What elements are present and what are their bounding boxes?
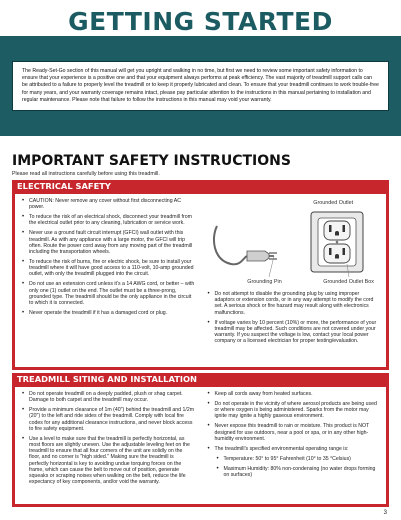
plug-outlet-illustration [207,198,379,286]
grounding-pin-label: Grounding Pin [247,279,282,285]
intro-text: The Ready-Set-Go section of this manual will get you upright and walking in no time, but first we need to review some important safety information to ensure that your experience is a positive one and that your equipment always performs at peak efficiency. The vast majority of treadmill support calls can be attributed to a failure to properly level the treadmill or to keep it properly lubricated and clean. To ensure that your treadmill continues to work trouble-free for many years, and your warranty coverage remains intact, please pay particular attention to the instructions in this manual pertaining to installation and regular maintenance. Please note that failure to follow the instructions in this manual may void your warranty. [12,61,389,111]
treadmill-siting-title: TREADMILL SITING AND INSTALLATION [17,374,197,384]
list-item: • Keep all cords away from heated surfaces. [207,391,381,397]
treadmill-siting-section [12,373,389,507]
list-item: • Do not use an extension cord unless it’s a 14 AWG cord, or better – with only one (1) outlet on the end. The outlet must be a three-prong, grounded type. The treadmill should be the only appliance in the circuit to which it is connected. [21,281,195,306]
list-item: • Never operate the treadmill if it has a damaged cord or plug. [21,310,195,316]
list-item: • Maximum Humidity: 80% non-condensing (no water drops forming on surfaces) [207,466,381,478]
page-title: GETTING STARTED [68,7,333,36]
list-item: • Provide a minimum clearance of 1m (40") behind the treadmill and 1/2m (20") to the left and ride sides of the treadmill. Comply with local fire codes for any additional clearance instructions, and never block access to fire safety equipment. [21,407,195,432]
safety-subtitle: Please read all instructions carefully before using this treadmill. [12,171,160,177]
list-item: • Do not operate treadmill on a deeply padded, plush or shag carpet. Damage to both carpet and the treadmill may occur. [21,391,195,403]
siting-left-column [15,387,201,504]
outlet-box-label: Grounded Outlet Box [323,279,374,285]
list-item: • To reduce the risk of burns, fire or electric shock, be sure to install your treadmill where it will have good access to a 110-volt, 10-amp grounded outlet, with only the treadmill plugged into the circuit. [21,259,195,278]
electrical-right-column [201,194,387,367]
list-item: • Never use a ground fault circuit interrupt (GFCI) wall outlet with this treadmill. As with any appliance with a large motor, the GFCI will trip often. Route the power cord away from any moving part of the treadmill including the transportation wheels. [21,230,195,255]
siting-right-column [201,387,387,504]
list-item: • Use a level to make sure that the treadmill is perfectly horizontal, as most floors are slightly uneven. Use the adjustable leveling feet on the treadmill to ensure that all four corners of the unit are solidly on the floor, and no corner is "high sided." Making sure the treadmill is perfectly horizontal is key to avoiding undue torquing forces on the frame, which can cause the belt to move out of position, generate squeaks or scraping noises when walking on the belt, reduce the life expectancy of key components, and/or void the warranty. [21,436,195,486]
page-number: 3 [383,510,387,516]
list-item: • Do not operate in the vicinity of where aerosol products are being used or where oxygen is being administered. Sparks from the motor may ignite may ignite a highly gaseous environment. [207,401,381,420]
electrical-left-column [15,194,201,367]
list-item: • Temperature: 50° to 95° Fahrenheit (10° to 35 °Celsius) [207,456,381,462]
list-item: • Never expose this treadmill to rain or moisture. This product is NOT designed for use outdoors, near a pool or spa, or in any other high-humidity environment. [207,423,381,442]
list-item: • If voltage varies by 10 percent (10%) or more, the performance of your treadmill may be affected. Such conditions are not covered under your warranty. If you suspect the voltage is low, contact your local power company or a licensed electrician for proper testing/evaluation. [207,320,381,345]
list-item: • CAUTION: Never remove any cover without first disconnecting AC power. [21,198,195,210]
safety-heading: IMPORTANT SAFETY INSTRUCTIONS [12,153,291,169]
list-item: • Do not attempt to disable the grounding plug by using improper adaptors or extension cords, or in any way attempt to modify the cord set. A serious shock or fire hazard may result along with electronics malfunctions. [207,291,381,316]
electrical-safety-title: ELECTRICAL SAFETY [17,181,111,191]
list-item: • To reduce the risk of an electrical shock, disconnect your treadmill from the electrical outlet prior to any cleaning, lubrication or service work. [21,214,195,226]
electrical-safety-section [12,180,389,370]
grounded-outlet-label: Grounded Outlet [313,200,354,206]
grounded-outlet-diagram [207,198,379,286]
intro-panel [0,36,401,136]
list-item: • The treadmill’s specified environmental operating range is: [207,446,381,452]
